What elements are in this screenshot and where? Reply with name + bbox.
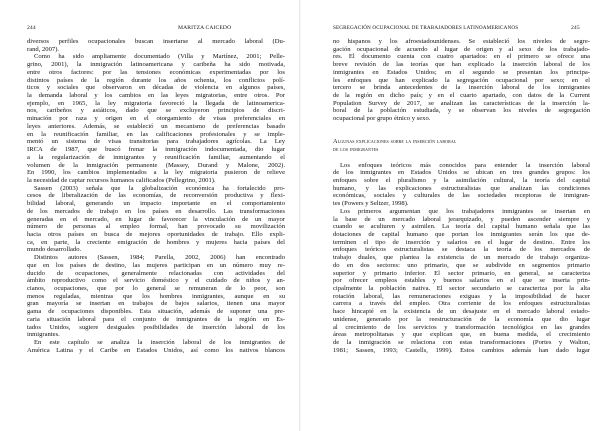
text-line: de la inmigración se relaciona con estas transformaciones (Portes y Walton, — [333, 339, 590, 347]
text-line: Distintos autores (Sassen, 1984; Parella, 2002, 2006) han encontrado — [34, 254, 285, 262]
text-line: número de personas al empleo formal, han provocado su movilización — [27, 223, 285, 231]
text-line: áreas metropolitanas y que explican que, en buena medida, el crecimiento — [333, 331, 590, 339]
text-line: bilidad laboral, generando un impacto importante en el comportamiento — [27, 200, 285, 208]
text-line: dotaciones de capital humano que portan los inmigrantes serán los que de- — [333, 230, 590, 238]
text-line: hacia otros países en busca de mejores oportunidades de trabajo. Ello expli- — [27, 230, 285, 238]
text-line: ocupacional por grupo étnico y sexo. — [333, 115, 431, 123]
text-line: boral de la población estudiada, y se observan los niveles de segregación — [333, 107, 590, 115]
text-line: al crecimiento de los servicios y transformación tecnológica en las grandes — [333, 323, 590, 331]
page-number: 245 — [571, 25, 580, 31]
text-line: nos, caribeños y asiáticos, dado que se excluyeron principios de discri- — [27, 107, 285, 115]
text-line: carrera a través del empleo. Otra corriente de los enfoques estructuralistas — [333, 300, 590, 308]
text-line: enfoques teóricos estructuralistas se destaca la teoría de los mercados de — [333, 246, 590, 254]
text-line: ticos y sociales que observaron en décadas de violencia en algunos países, — [27, 84, 285, 92]
text-line: Population Survey de 2017, se analizan las características de la inserción la- — [333, 99, 590, 107]
right-page — [300, 0, 600, 431]
text-line: la base de un mercado laboral jerarquizado, y pueden ascender siempre y — [333, 215, 590, 223]
text-line: no hispanos y los afroestadounidenses. Se estableció los niveles de segre- — [333, 38, 590, 45]
text-line: 1981; Sassen, 1993; Castells, 1999). Estos cambios además han dado lugar — [333, 346, 590, 354]
text-line: que en los países de destino, las mujeres participan en un número muy re- — [27, 261, 285, 269]
text-line: Los primeros argumentan que los trabajadores inmigrantes se insertan en — [340, 207, 590, 215]
text-line: hace hincapié en la existencia de un desajuste en el mercado laboral estado- — [333, 308, 590, 316]
running-header: MARITZA CAICEDO — [178, 25, 232, 31]
text-line: gama de ocupaciones disponibles. Esta situación, además de suponer una pre- — [27, 308, 285, 316]
text-line: diversos perfiles ocupacionales buscan insertarse al mercado laboral (Du- — [27, 38, 285, 45]
spacer — [333, 131, 590, 139]
text-line: res. El documento cuenta con cuatro apartados: en el primero se ofrece una — [333, 53, 590, 61]
text-line: de los inmigrantes en Estados Unidos se ubican en tres grandes grupos: los — [333, 169, 590, 177]
text-line: Como ha sido ampliamente documentado (Villa y Martínez, 2001; Pelle- — [34, 53, 285, 61]
intro-paragraph — [333, 38, 590, 123]
text-line: humano, y las explicaciones estructuralistas que analizan las condiciones — [333, 184, 590, 192]
text-line: mundo desarrollado. — [27, 246, 82, 254]
text-line: rand, 2007). — [27, 45, 60, 53]
text-line: trabajo duales, que plantea la existencia de un mercado de trabajo organiza- — [333, 254, 590, 262]
text-line: distintos países de la región durante los años ochenta, los conflictos polí- — [27, 76, 285, 84]
text-line: superior y primario inferior. El sector primario, en general, se caracteriza — [333, 269, 590, 277]
text-line: tercero se brinda antecedentes de la inserción laboral de los inmigrantes — [333, 84, 590, 92]
body-text — [27, 38, 285, 354]
running-header: SEGREGACIÓN OCUPACIONAL DE TRABAJADORES LATINOAMERICANOS — [333, 25, 519, 31]
text-line: rotación laboral, las remuneraciones exiguas y la imposibilidad de hacer — [333, 292, 590, 300]
text-line: generadas en el mercado, en lugar de favorecer la vinculación de un mayor — [27, 215, 285, 223]
page-number: 244 — [27, 25, 36, 31]
text-line: mentó un sistema de visas transitorias para trabajadores agrícolas. La Ley — [27, 138, 285, 146]
text-line: minación por raza y origen en el otorgamiento de visas preferenciales en — [27, 115, 285, 123]
text-line: caria situación laboral para el conjunto de inmigrantes de la región en Es- — [27, 315, 285, 323]
text-line: entre otros factores: por las tensiones económicas experimentadas por los — [27, 68, 285, 76]
text-line: breve revisión de las teorías que han explicado la inserción laboral de los — [333, 61, 590, 69]
section-body — [333, 162, 590, 355]
text-line: cuando se aculturen y asimilen. La teoría del capital humano señala que las — [333, 223, 590, 231]
text-line: a la regularización de inmigrantes y reunificación familiar, aumentando el — [27, 153, 285, 161]
text-line: la demanda laboral y los cambios en las leyes migratorias, entre otros. Por — [27, 92, 285, 100]
text-line: Sassen (2003) señala que la globalización económica ha fortalecido pro- — [34, 184, 285, 192]
text-line: cianos, ocupaciones, que por lo general se remuneran de lo peor, son — [27, 285, 285, 292]
text-line: volumen de la inmigración permanente (Massey, Durand y Malone, 2002). — [27, 161, 285, 169]
text-line: inmigrantes en Estados Unidos; en el segundo se presentan los principa- — [333, 68, 590, 76]
text-line: les enfoques que han explicado la segregación ocupacional por sexo; en el — [333, 76, 590, 84]
text-line: ámbito reproductivo como el servicio doméstico y el cuidado de niños y an- — [27, 277, 285, 285]
text-line: ca, en parte, la creciente emigración de hombres y mujeres hacia países del — [27, 238, 285, 246]
text-line: económicas, sociales y culturales de las sociedades receptoras de inmigran- — [333, 192, 590, 200]
text-line: leyes anteriores. Además, se estableció un mecanismo de preferencias basado — [27, 122, 285, 130]
spacer — [333, 123, 590, 131]
text-line: menos reguladas, mientras que los hombres inmigrantes, aunque en su — [27, 292, 285, 300]
text-line: ejemplo, en 1965, la ley migratoria favoreció la llegada de latinoamerica- — [27, 99, 285, 107]
text-line: cipalmente la población nativa. El sector secundario se caracteriza por la alta — [333, 285, 590, 292]
spacer — [333, 154, 590, 162]
text-line: de la región en dicho país; y en el cuarto apartado, con datos de la Current — [333, 92, 590, 100]
text-line: terminen el tipo de inserción y salarios en el lugar de destino. Entre los — [333, 238, 590, 246]
section-heading: de los inmigrantes — [333, 146, 379, 154]
text-line: unidense, generado por la reestructuración de la economía que dio lugar — [333, 315, 590, 323]
text-line: gran mayoría se insertan en trabajos de bajos salarios, tienen una mayor — [27, 300, 285, 308]
text-line: Los enfoques teóricos más conocidos para entender la inserción laboral — [340, 161, 590, 169]
text-line: inmigrantes. — [27, 331, 60, 339]
text-line: ducido de ocupaciones, generalmente relacionadas con actividades del — [27, 269, 285, 277]
text-line: de los mercados de trabajo en los países en desarrollo. Las transformaciones — [27, 207, 285, 215]
text-line: por ofrecer empleos estables y buenos salarios en el que se inserta prin- — [333, 277, 590, 285]
text-line: En 1990, los cambios implementados a la ley migratoria pusieron de relieve — [27, 169, 285, 177]
text-line: América Latina y el Caribe en Estados Unidos, así como los nativos blancos — [27, 346, 285, 354]
text-line: gación ocupacional de acuerdo al lugar de origen y al sexo de los trabajado- — [333, 45, 590, 53]
text-line: tados Unidos, sugiere desiguales posibilidades de inserción laboral de los — [27, 323, 285, 331]
text-line: tes (Powers y Seltzer, 1998). — [333, 200, 409, 208]
body-text — [333, 38, 590, 354]
text-line: En este capítulo se analiza la inserción laboral de los inmigrantes de — [34, 339, 285, 347]
text-line: do en dos sectores: uno primario, que se subdivide en segmentos primario — [333, 261, 590, 269]
text-line: en la reunificación familiar, en las calificaciones profesionales y se imple- — [27, 130, 285, 138]
text-line: cesos de liberalización de las economías, de reconversión productiva y flexi- — [27, 192, 285, 200]
text-line: enfoques sobre el pluralismo y la asimilación cultural, la teoría del capital — [333, 176, 590, 184]
text-line: la necesidad de captar recursos humanos calificados (Pellegrino, 2001). — [27, 176, 216, 184]
text-line: IRCA de 1987, que buscó frenar la inmigración indocumentada, dio lugar — [27, 146, 285, 154]
section-heading: Algunas explicaciones sobre la inserción laboral — [333, 138, 457, 146]
text-line: grino, 2001), la inmigración latinoamericana y caribeña ha sido motivada, — [27, 61, 285, 69]
